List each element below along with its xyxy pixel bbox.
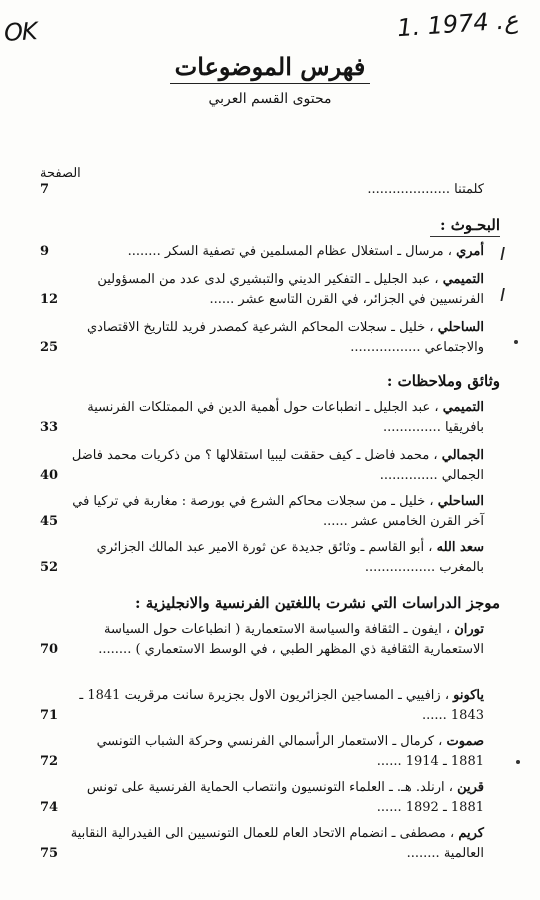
toc-entry-page: 74: [40, 800, 59, 815]
toc-entry-text: ، محمد فاضل ـ كيف حققت ليبيا استقلالها ؟ من ذكريات محمد فاضل الجمالي ..............: [71, 448, 484, 483]
page-title: فهرس الموضوعات: [174, 52, 366, 81]
section-heading: موجز الدراسات التي نشرت باللغتين الفرنسية والانجليزية :: [135, 594, 500, 612]
toc-entry: [40, 778, 484, 818]
margin-mark: I: [500, 244, 506, 265]
toc-entry-text: ، عبد الجليل ـ التفكير الديني والتبشيري لدى عدد من المسؤولين الفرنسيين في الجزائر، في القرن التاسع عشر ......: [97, 272, 484, 307]
toc-entry-author: التميمي: [442, 400, 484, 415]
toc-entry-text: ، ايفون ـ الثقافة والسياسة الاستعمارية ( انطباعات حول السياسة الاستعمارية الثقافية ذي المظهر الطبي ، في الوسط الاستعماري ) ........: [98, 622, 484, 657]
toc-entry-author: التميمي: [442, 272, 484, 287]
toc-entry-text: ، مصطفى ـ انضمام الاتحاد العام للعمال التونسيين الى الفيدرالية النقابية العالمية ........: [70, 826, 484, 861]
toc-entry: [40, 492, 484, 532]
toc-entry: [40, 242, 484, 262]
toc-entry-page: 71: [40, 708, 59, 723]
title-divider: [170, 83, 370, 84]
page-subtitle: محتوى القسم العربي: [208, 91, 332, 107]
toc-entry-author: كريم: [458, 826, 484, 841]
toc-entry-page: 25: [40, 340, 59, 355]
page-column-label: الصفحة: [40, 166, 81, 181]
margin-dot: [516, 760, 520, 764]
toc-entry-page: 45: [40, 514, 59, 529]
section-heading: البحـوث :: [440, 216, 500, 234]
toc-entry-page: 9: [40, 244, 50, 259]
toc-entry-text: كلمتنا ....................: [367, 182, 484, 197]
toc-entry-author: ياكونو: [453, 688, 484, 703]
handwritten-note-right: 1. ع. 1974: [395, 5, 519, 43]
toc-entry: [40, 270, 484, 310]
toc-entry-author: صموت: [446, 734, 484, 749]
toc-entry-author: أمري: [456, 244, 484, 259]
toc-entry-author: توران: [454, 622, 484, 637]
section-underline: [430, 236, 500, 237]
margin-mark: I: [500, 285, 506, 306]
margin-dot: [514, 340, 518, 344]
toc-entry-author: الجمالي: [441, 448, 484, 463]
toc-entry-text: ، مرسال ـ استغلال عظام المسلمين في تصفية السكر ........: [127, 244, 452, 259]
handwritten-note-left: OK: [3, 17, 38, 47]
toc-entry-text: ، خليل ـ من سجلات محاكم الشرع في بورصة : مغاربة في تركيا في آخر القرن الخامس عشر ......: [72, 494, 484, 529]
toc-entry: [40, 398, 484, 438]
toc-entry-page: 75: [40, 846, 59, 861]
toc-entry: [40, 824, 484, 864]
toc-entry-page: 70: [40, 642, 59, 657]
section-heading: وثائق وملاحظات :: [386, 372, 500, 390]
toc-entry: [40, 446, 484, 486]
toc-entry-preface: [40, 180, 484, 200]
toc-entry-text: ، زافييي ـ المساجين الجزائريون الاول بجزيرة سانت مرقريت 1841 ـ 1843 ......: [79, 688, 484, 723]
toc-entry-author: الساحلي: [437, 494, 484, 509]
toc-entry-page: 52: [40, 560, 59, 575]
toc-entry-author: الساحلي: [437, 320, 484, 335]
toc-entry-page: 33: [40, 420, 59, 435]
toc-entry: [40, 732, 484, 772]
toc-entry-text: ، عبد الجليل ـ انطباعات حول أهمية الدين في الممتلكات الفرنسية بافريقيا ..............: [87, 400, 484, 435]
toc-entry-text: ، كرمال ـ الاستعمار الرأسمالي الفرنسي وحركة الشباب التونسي 1881 ـ 1914 ......: [96, 734, 484, 769]
toc-entry-page: 7: [40, 182, 50, 197]
toc-entry-author: قرين: [457, 780, 484, 795]
toc-entry-text: ، خليل ـ سجلات المحاكم الشرعية كمصدر فريد للتاريخ الاقتصادي والاجتماعي .................: [86, 320, 484, 355]
toc-entry-page: 12: [40, 292, 59, 307]
toc-entry: [40, 620, 484, 660]
toc-entry-page: 72: [40, 754, 59, 769]
toc-entry-text: ، ارنلد. هـ. ـ العلماء التونسيون وانتصاب الحماية الفرنسية على تونس 1881 ـ 1892 ......: [86, 780, 484, 815]
toc-entry: [40, 686, 484, 726]
toc-entry-page: 40: [40, 468, 59, 483]
toc-entry: [40, 538, 484, 578]
toc-entry-author: سعد الله: [436, 540, 484, 555]
toc-entry: [40, 318, 484, 358]
toc-entry-text: ، أبو القاسم ـ وثائق جديدة عن ثورة الامير عبد المالك الجزائري بالمغرب .................: [96, 540, 484, 575]
